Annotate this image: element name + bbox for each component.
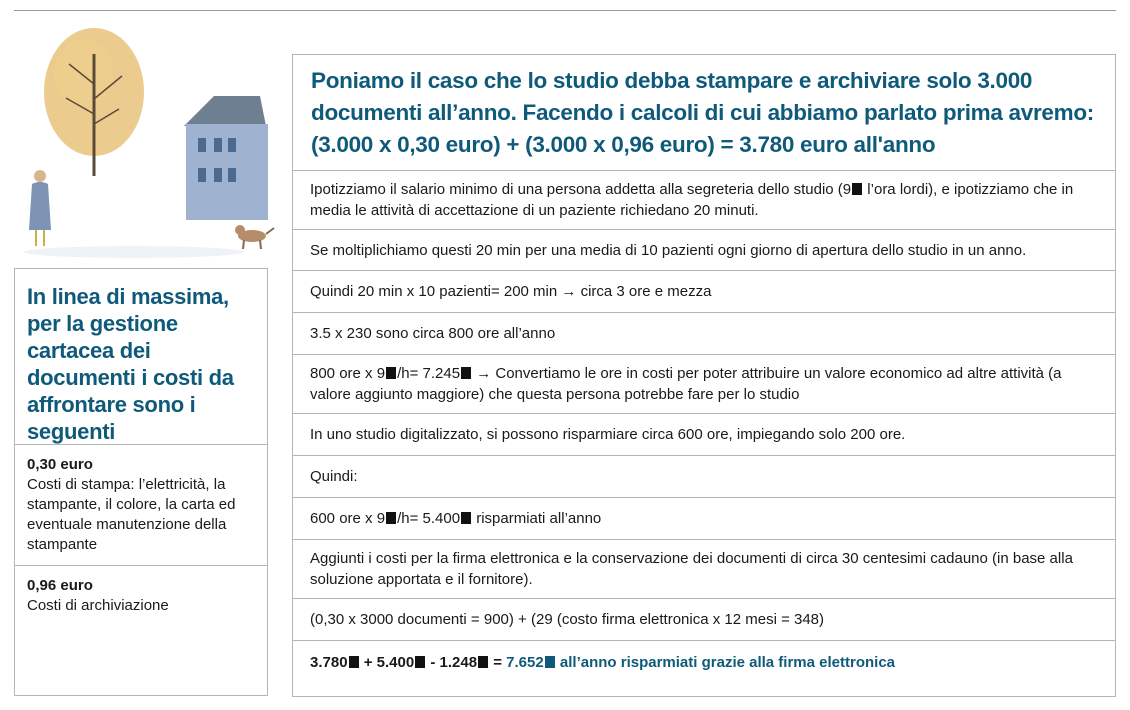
table-row: In uno studio digitalizzato, si possono risparmiare circa 600 ore, impiegando solo 200 ore. — [293, 414, 1115, 456]
house-icon — [184, 96, 268, 220]
total-savings-value: 7.652 — [506, 653, 544, 671]
cost-description: Costi di archiviazione — [27, 597, 169, 614]
tree-icon — [44, 28, 144, 176]
table-row: 800 ore x 9 /h= 7.245 → Convertiamo le ore in costi per poter attribuire un valore economico ad altre attività (a valore aggiunto maggiore) che questa persona potrebbe fare per lo studio — [293, 355, 1115, 414]
final-total-row: 3.780 + 5.400 - 1.248 = 7.652 all’anno risparmiati grazie alla firma elettronica — [310, 653, 896, 671]
savings-table — [292, 54, 1116, 697]
table-row: Quindi 20 min x 10 pazienti= 200 min → circa 3 ore e mezza — [293, 271, 1115, 313]
euro-symbol-icon — [386, 512, 396, 524]
savings-title: Poniamo il caso che lo studio debba stampare e archiviare solo 3.000 documenti all’anno. Facendo i calcoli di cui abbiamo parlato prima avremo: (3.000 x 0,30 euro) + (3.000 x 0,96 euro) = 3.780 euro all'anno — [293, 55, 1115, 171]
table-row: Se moltiplichiamo questi 20 min per una media di 10 pazienti ogni giorno di apertura dello studio in un anno. — [293, 230, 1115, 271]
euro-symbol-icon — [386, 367, 396, 379]
table-row: 3.5 x 230 sono circa 800 ore all’anno — [293, 313, 1115, 355]
person-icon — [29, 170, 51, 246]
euro-symbol-icon — [478, 656, 488, 668]
cost-description: Costi di stampa: l’elettricità, la stampante, il colore, la carta ed eventuale manutenzione della stampante — [27, 476, 236, 553]
table-row: Aggiunti i costi per la firma elettronica e la conservazione dei documenti di circa 30 centesimi cadauno (in base alla soluzione apportata e il fornitore). — [293, 540, 1115, 599]
euro-symbol-icon — [461, 512, 471, 524]
dog-icon — [235, 225, 274, 249]
watercolor-illustration — [14, 14, 284, 264]
euro-symbol-icon — [852, 183, 862, 195]
top-rule — [14, 10, 1116, 11]
paper-costs-box — [14, 268, 268, 696]
cost-value: 0,30 euro — [27, 456, 93, 473]
cost-item-archive — [15, 566, 267, 626]
euro-symbol-icon — [349, 656, 359, 668]
euro-symbol-icon — [415, 656, 425, 668]
paper-costs-title: In linea di massima, per la gestione cartacea dei documenti i costi da affrontare sono i seguenti — [15, 269, 267, 445]
cost-value: 0,96 euro — [27, 577, 93, 594]
table-row: Quindi: — [293, 456, 1115, 498]
table-row: (0,30 x 3000 documenti = 900) + (29 (costo firma elettronica x 12 mesi = 348) — [293, 599, 1115, 641]
cost-item-print — [15, 445, 267, 566]
euro-symbol-icon — [545, 656, 555, 668]
euro-symbol-icon — [461, 367, 471, 379]
table-row: Ipotizziamo il salario minimo di una persona addetta alla segreteria dello studio (9 l’ora lordi), e ipotizziamo che in media le attività di accettazione di un paziente richiedano 20 minuti. — [293, 171, 1115, 230]
table-row: 600 ore x 9 /h= 5.400 risparmiati all’anno — [293, 498, 1115, 540]
total-savings-label: all’anno risparmiati grazie alla firma elettronica — [555, 653, 896, 671]
